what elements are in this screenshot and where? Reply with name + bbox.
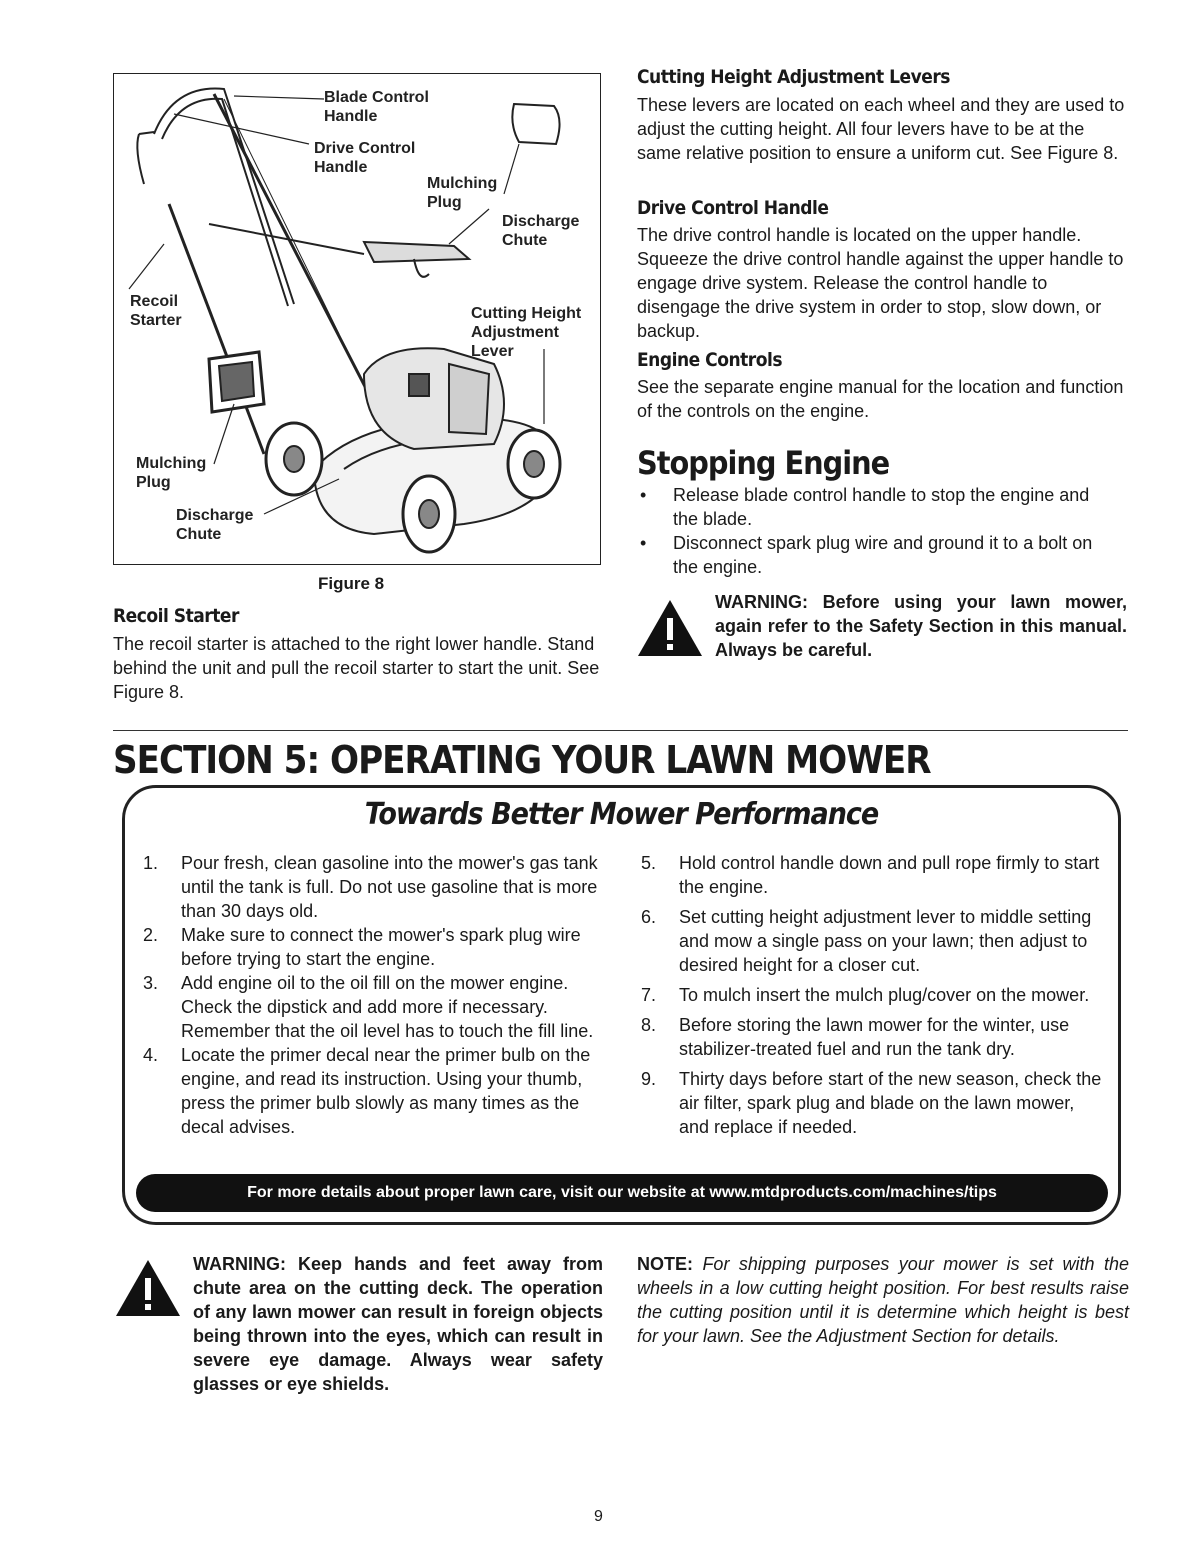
list-number: 5.	[641, 853, 657, 873]
tips-list-right	[641, 851, 1106, 1139]
performance-title: Towards Better Mower Performance	[364, 797, 879, 832]
drive-control-heading: Drive Control Handle	[637, 197, 829, 219]
list-text: Pour fresh, clean gasoline into the mower's gas tank until the tank is full. Do not use gasoline that is more than 30 days old.	[181, 853, 598, 921]
list-item	[143, 971, 605, 1043]
note-text: For shipping purposes your mower is set with the wheels in a low cutting height position. For best results raise the cutting position until it is determine which height is best for your lawn. See the Adjustment Section for details.	[637, 1254, 1129, 1346]
list-item: • Release blade control handle to stop the engine and the blade.	[637, 483, 1117, 531]
warning-icon	[636, 598, 704, 658]
callout-recoil-starter: Recoil Starter	[130, 293, 182, 329]
list-item	[641, 905, 1106, 977]
engine-controls-heading: Engine Controls	[637, 349, 783, 371]
eye-safety-warning-text: WARNING: Keep hands and feet away from chute area on the cutting deck. The operation of any lawn mower can result in foreign objects being thrown into the eyes, which can result in severe eye damage. Always wear safety glasses or eye shields.	[193, 1254, 603, 1394]
list-item	[641, 983, 1106, 1007]
list-text: Set cutting height adjustment lever to middle setting and mow a single pass on your lawn; then adjust to desired height for a closer cut.	[679, 907, 1092, 975]
list-text: Locate the primer decal near the primer bulb on the engine, and read its instruction. Using your thumb, press the primer bulb slowly as many times as the decal advises.	[181, 1045, 591, 1137]
callout-cutting-height-lever: Cutting Height Adjustment Lever	[471, 305, 582, 360]
drive-control-text: The drive control handle is located on the upper handle. Squeeze the drive control handle against the upper handle to engage drive system. Release the control handle to disengage the drive system in order to stop, slow down, or backup.	[637, 225, 1124, 341]
section-divider	[113, 730, 1128, 731]
callout-mulching-plug-bottom: Mulching Plug	[136, 455, 207, 491]
list-item	[143, 1043, 605, 1139]
stopping-warning-text: WARNING: Before using your lawn mower, again refer to the Safety Section in this manual. Always be careful.	[715, 592, 1127, 660]
figure-8-box	[113, 73, 601, 565]
list-number: 8.	[641, 1015, 657, 1035]
recoil-starter-heading: Recoil Starter	[113, 605, 239, 627]
list-number: 4.	[143, 1045, 159, 1065]
callout-discharge-chute: Discharge Chute	[502, 213, 580, 249]
list-item: • Disconnect spark plug wire and ground it to a bolt on the engine.	[637, 531, 1117, 579]
callout-drive-control-handle: Drive Control Handle	[314, 140, 416, 176]
list-number: 3.	[143, 973, 159, 993]
note-label: NOTE:	[637, 1254, 693, 1274]
callout-mulching-plug: Mulching Plug	[427, 175, 498, 211]
list-item	[641, 1013, 1106, 1061]
figure-caption: Figure 8	[318, 574, 385, 593]
section-title: SECTION 5: OPERATING YOUR LAWN MOWER	[113, 738, 931, 782]
shipping-note	[637, 1252, 1129, 1348]
website-banner: For more details about proper lawn care, visit our website at www.mtdproducts.com/machines/tips	[136, 1174, 1108, 1212]
list-number: 1.	[143, 853, 159, 873]
list-number: 2.	[143, 925, 159, 945]
list-text: Hold control handle down and pull rope firmly to start the engine.	[679, 853, 1100, 897]
engine-controls-text: See the separate engine manual for the location and function of the controls on the engine.	[637, 377, 1124, 421]
cutting-height-heading: Cutting Height Adjustment Levers	[637, 66, 950, 88]
stopping-engine-heading: Stopping Engine	[637, 444, 890, 482]
warning-icon	[114, 1258, 182, 1318]
list-number: 9.	[641, 1069, 657, 1089]
list-number: 7.	[641, 985, 657, 1005]
list-text: Make sure to connect the mower's spark plug wire before trying to start the engine.	[181, 925, 581, 969]
list-item	[641, 1067, 1106, 1139]
callout-blade-control-handle: Blade Control Handle	[324, 89, 429, 125]
list-text: Add engine oil to the oil fill on the mower engine. Check the dipstick and add more if necessary. Remember that the oil level has to touch the fill line.	[181, 973, 594, 1041]
list-text: Before storing the lawn mower for the winter, use stabilizer-treated fuel and run the tank dry.	[679, 1015, 1070, 1059]
callout-discharge-chute-bottom: Discharge Chute	[176, 507, 254, 543]
recoil-starter-text: The recoil starter is attached to the right lower handle. Stand behind the unit and pull the recoil starter to start the unit. See Figure 8.	[113, 634, 600, 702]
list-text: Thirty days before start of the new season, check the air filter, spark plug and blade on the lawn mower, and replace if needed.	[679, 1069, 1102, 1137]
list-number: 6.	[641, 907, 657, 927]
list-item	[641, 851, 1106, 899]
list-item	[143, 923, 605, 971]
cutting-height-text: These levers are located on each wheel and they are used to adjust the cutting height. All four levers have to be at the same relative position to ensure a uniform cut. See Figure 8.	[637, 95, 1125, 163]
stopping-engine-list	[637, 483, 1117, 579]
list-item	[143, 851, 605, 923]
page-number: 9	[594, 1508, 603, 1525]
list-text: To mulch insert the mulch plug/cover on the mower.	[679, 985, 1090, 1005]
tips-list-left	[143, 851, 605, 1139]
